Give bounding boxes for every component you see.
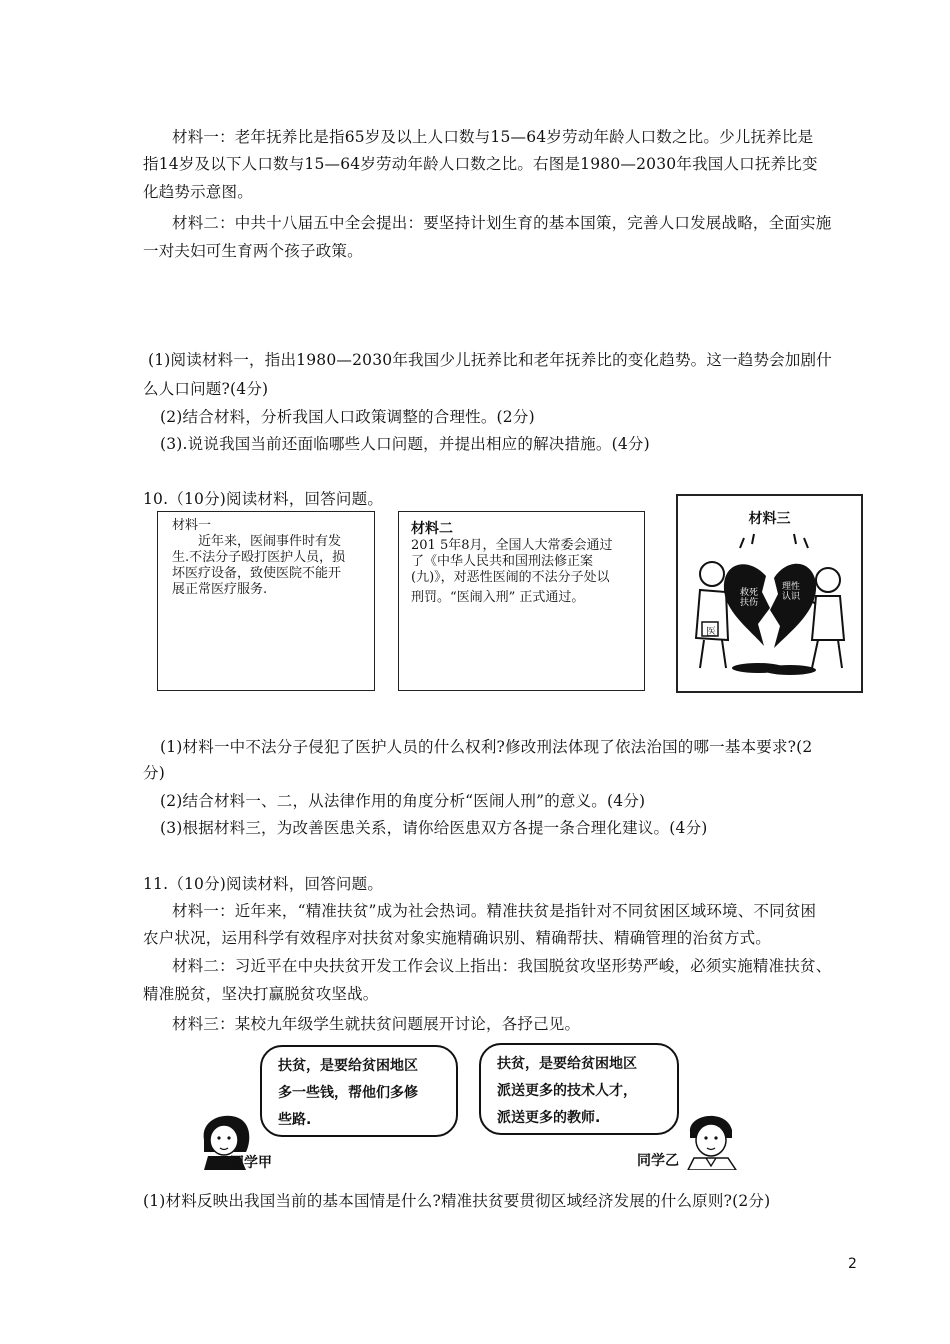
speech-bubble-student-b — [479, 1043, 679, 1135]
material-1-box-line: 生.不法分子殴打医护人员，损 — [172, 550, 346, 565]
bubble-b-line: 扶贫，是要给贫困地区 — [497, 1056, 637, 1072]
bubble-a-line: 多一些钱，帮他们多修 — [278, 1085, 418, 1101]
material-11-2-line-1: 材料二：习近平在中央扶贫开发工作会议上指出：我国脱贫攻坚形势严峻，必须实施精准扶贫、 — [172, 957, 832, 975]
material-2-box-line: 刑罚。“医闹入刑” 正式通过。 — [411, 590, 585, 605]
section-11-header: 11.（10分)阅读材料，回答问题。 — [143, 875, 384, 893]
student-a-label: 同学甲 — [230, 1155, 272, 1171]
material-1-box-line: 坏医疗设备，致使医院不能开 — [172, 566, 342, 581]
material-2-box-line: 201 5年8月，全国人大常委会通过 — [411, 538, 613, 553]
bubble-a-line: 扶贫，是要给贫困地区 — [278, 1058, 418, 1074]
doctor-tag: 医 — [706, 627, 716, 638]
question-9-1-line-1: (1)阅读材料一，指出1980—2030年我国少儿抚养比和老年抚养比的变化趋势。这一趋势会加剧什 — [148, 351, 832, 369]
question-9-2: (2)结合材料，分析我国人口政策调整的合理性。(2分) — [160, 408, 535, 426]
material-2-box-line: (九)》，对恶性医闹的不法分子处以 — [411, 570, 610, 585]
material-3-title: 材料三 — [748, 511, 791, 527]
student-b-illustration — [676, 1108, 746, 1170]
material-11-1-line-2: 农户状况，运用科学有效程序对扶贫对象实施精确识别、精确帮扶、精确管理的治贫方式。 — [143, 929, 772, 947]
material-1-box-title: 材料一 — [172, 518, 212, 533]
bubble-a-line: 些路. — [278, 1112, 312, 1128]
question-9-1-line-2: 么人口问题?(4分) — [143, 380, 269, 398]
material-1-box-line: 近年来，医闹事件时有发 — [172, 534, 342, 549]
student-b-label: 同学乙 — [637, 1153, 679, 1169]
material-2-box-title: 材料二 — [411, 521, 453, 537]
question-11-1: (1)材料反映出我国当前的基本国情是什么?精准扶贫要贯彻区域经济发展的什么原则?(2分) — [143, 1192, 771, 1210]
question-10-1-line-1: (1)材料一中不法分子侵犯了医护人员的什么权利?修改刑法体现了依法治国的哪一基本要求?(2 — [160, 738, 813, 756]
material-2-box-line: 了《中华人民共和国刑法修正案 — [411, 554, 594, 569]
material-1-line-3: 化趋势示意图。 — [143, 183, 253, 201]
heart-left-text: 救死扶伤 — [740, 588, 759, 608]
heart-right-text: 理性认识 — [782, 582, 801, 602]
material-11-2-line-2: 精准脱贫，坚决打赢脱贫攻坚战。 — [143, 985, 379, 1003]
bubble-b-line: 派送更多的教师. — [497, 1110, 601, 1126]
material-1-line-1: 材料一：老年抚养比是指65岁及以上人口数与15—64岁劳动年龄人口数之比。少儿抚养比是 — [172, 128, 814, 146]
material-11-1-line-1: 材料一：近年来，“精准扶贫”成为社会热词。精准扶贫是指针对不同贫困区域环境、不同贫困 — [172, 902, 817, 920]
question-10-1-line-2: 分) — [143, 764, 165, 782]
page-number: 2 — [848, 1256, 858, 1272]
question-9-3: (3).说说我国当前还面临哪些人口问题，并提出相应的解决措施。(4分) — [160, 435, 650, 453]
material-2-box — [398, 511, 645, 691]
material-1-box — [157, 511, 375, 691]
bubble-b-line: 派送更多的技术人才， — [497, 1083, 637, 1099]
speech-bubble-student-a — [260, 1045, 458, 1137]
section-10-header: 10.（10分)阅读材料，回答问题。 — [143, 490, 384, 508]
material-3-cartoon-box — [676, 494, 863, 693]
question-10-3: (3)根据材料三，为改善医患关系，请你给医患双方各提一条合理化建议。(4分) — [160, 819, 708, 837]
question-10-2: (2)结合材料一、二，从法律作用的角度分析“医闹人刑”的意义。(4分) — [160, 792, 646, 810]
material-1-line-2: 指14岁及以下人口数与15—64岁劳动年龄人口数之比。右图是1980—2030年我国人口抚养比变 — [143, 155, 818, 173]
broken-heart-illustration — [678, 528, 861, 688]
material-11-3: 材料三：某校九年级学生就扶贫问题展开讨论，各抒己见。 — [172, 1015, 581, 1033]
material-2-line-2: 一对夫妇可生育两个孩子政策。 — [143, 242, 363, 260]
material-1-box-line: 展正常医疗服务. — [172, 582, 268, 597]
material-2-line-1: 材料二：中共十八届五中全会提出：要坚持计划生育的基本国策，完善人口发展战略，全面实施 — [172, 214, 832, 232]
